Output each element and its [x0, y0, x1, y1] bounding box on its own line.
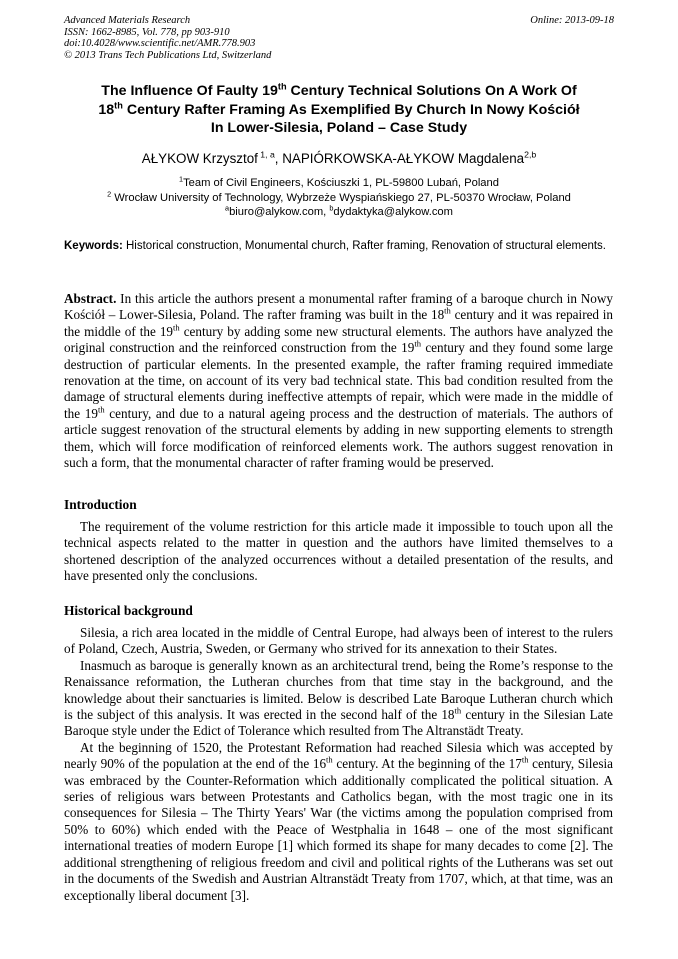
affiliations — [60, 176, 618, 220]
section-heading-historical: Historical background — [64, 603, 193, 618]
paragraph: At the beginning of 1520, the Protestant Reformation had reached Silesia which was accepted by nearly 90% of the population at the end of the 16th century. At the beginning of the 17th century, Silesia was embraced by the Counter-Reformation which additionally complicated the political situation. A series of religious wars between Protestants and Catholics began, with the most tragic one in its consequences for Silesia – The Thirty Years' War (the victims among the population comprised from 50% to 60%) which ended with the Peace of Westphalia in 1648 – one of the most significant international treaties of modern Europe [1] which formed its shape for many decades to come [2]. The additional strengthening of religious freedom and civil and political rights of the Lutherans was set out in the documents of the Swedish and Austrian Altranstädt Treaty from 1707, which, at that time, was an exceptionally liberal document [3]. — [64, 739, 613, 903]
author-emails: $^a$biuro@alykow.com, $^b$dydaktyka@alykow.com — [225, 203, 453, 219]
journal-issn: ISSN: 1662-8985, Vol. 778, pp 903-910 — [64, 26, 230, 38]
paragraph: Silesia, a rich area located in the middle of Central Europe, had always been of interest to the rulers of Poland, Czech, Austria, Sweden, or Germany who strived for its annexation to their States. — [64, 625, 613, 657]
keywords-label: Keywords: — [64, 240, 123, 252]
author-list: AŁYKOW Krzysztof $^{1, a}$, NAPIÓRKOWSKA-AŁYKOW Magdalena$^{2,b}$ — [141, 149, 537, 166]
historical-body — [64, 625, 613, 904]
abstract: Abstract. In this article the authors present a monumental rafter framing of a baroque church in Nowy Kościół – Lower-Silesia, Poland. The rafter framing was built in the 18th century and it was repaired in the middle of the 19th century by adding some new structural elements. The authors have analyzed the original construction and the reinforced construction from the 19th century and they found some large destruction of particular elements. In the presented example, the rafter framing required immediate renovation at the time, on account of its very bad technical state. This bad condition resulted from the damage of structural elements during ineffective attempts of repair, which were made in the middle of the 19th century, and due to a natural ageing process and the destruction of materials. The authors of article suggest renovation of the structural elements by adding in new supporting elements to strength them, which will force modification of reinforced elements work. The authors suggest renovation in such a form, that the monumental character of rafter framing would be preserved. — [64, 291, 613, 471]
title-line-2: 18th Century Rafter Framing As Exemplified By Church In Nowy Kościół — [98, 99, 580, 118]
author-2: NAPIÓRKOWSKA-AŁYKOW Magdalena — [282, 151, 525, 166]
affiliation-2: $^2$ Wrocław University of Technology, Wybrzeże Wyspiańskiego 27, PL-50370 Wrocław, Poland — [107, 188, 571, 204]
keywords-text: Historical construction, Monumental church, Rafter framing, Renovation of structural elements. — [122, 240, 607, 252]
paragraph: The requirement of the volume restriction for this article made it impossible to touch upon all the technical aspects related to the matter in question and the authors have limited themselves to a shortened description of the analyzed occurrences without a detailed presentation of the results, and have presented only the conclusions. — [64, 519, 613, 584]
journal-doi: doi:10.4028/www.scientific.net/AMR.778.903 — [64, 38, 256, 50]
email-a: biuro@alykow.com, — [229, 206, 330, 219]
journal-copyright: © 2013 Trans Tech Publications Ltd, Switzerland — [64, 49, 272, 61]
author-1: AŁYKOW Krzysztof — [141, 151, 258, 166]
journal-name: Advanced Materials Research — [64, 15, 191, 26]
online-date: Online: 2013-09-18 — [530, 15, 614, 26]
email-b: dydaktyka@alykow.com — [333, 206, 453, 219]
abstract-label: Abstract. — [64, 291, 117, 306]
title-line-3: In Lower-Silesia, Poland – Case Study — [210, 120, 468, 136]
journal-header — [64, 15, 271, 61]
title-line-1: The Influence Of Faulty 19th Century Technical Solutions On A Work Of — [101, 81, 577, 99]
section-heading-introduction: Introduction — [64, 497, 137, 512]
paragraph: Inasmuch as baroque is generally known as an architectural trend, being the Rome’s response to the Renaissance reformation, the Lutheran churches from that time stay in the background, and the knowledge about their sanctuaries is limited. Below is described Late Baroque Lutheran church which is the subject of this analysis. It was erected in the second half of the 18th century in the Silesian Late Baroque style under the Edict of Tolerance which resulted from The Altranstädt Treaty. — [64, 657, 613, 739]
keywords — [64, 239, 613, 254]
introduction-body — [64, 519, 613, 585]
paper-title — [60, 82, 618, 138]
affiliation-1: $^1$Team of Civil Engineers, Kościuszki 1, PL-59800 Lubań, Poland — [179, 174, 499, 189]
